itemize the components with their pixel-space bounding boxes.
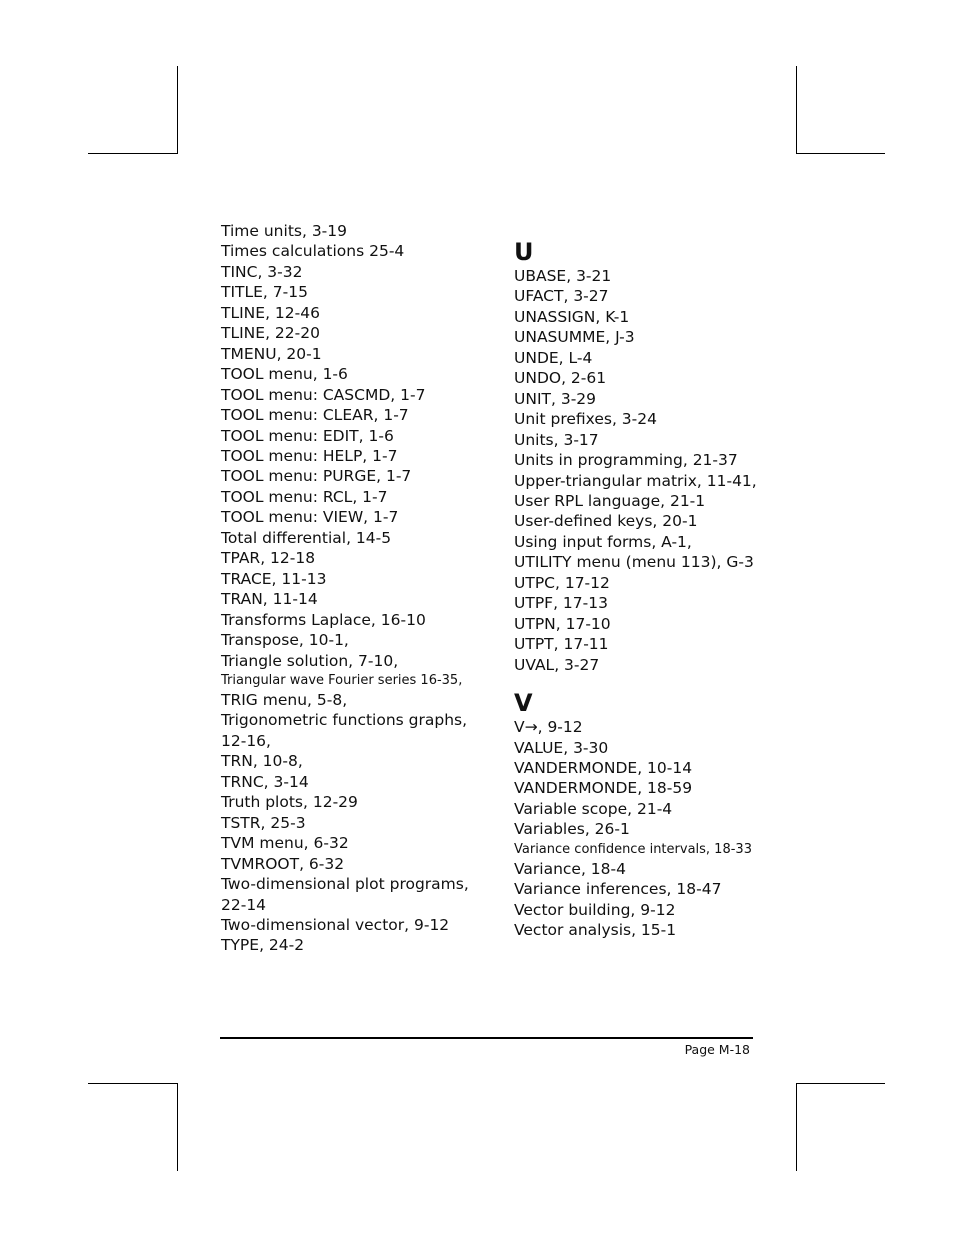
section-letter-v: V bbox=[514, 689, 533, 718]
index-entry: TRACE, 11-13 bbox=[221, 569, 327, 588]
index-entry: UTPF, 17-13 bbox=[514, 594, 608, 613]
index-entry: TINC, 3-32 bbox=[221, 262, 303, 281]
index-entry: Upper-triangular matrix, 11-41, bbox=[514, 471, 757, 490]
index-entry: 12-16, bbox=[221, 731, 271, 750]
index-entry: Transpose, 10-1, bbox=[221, 631, 349, 650]
index-entry: TVM menu, 6-32 bbox=[221, 834, 349, 853]
index-entry: TSTR, 25-3 bbox=[221, 813, 306, 832]
index-entry: UFACT, 3-27 bbox=[514, 287, 609, 306]
index-entry: TYPE, 24-2 bbox=[221, 936, 305, 955]
index-entry: TOOL menu: CLEAR, 1-7 bbox=[221, 406, 409, 425]
index-entry: Truth plots, 12-29 bbox=[221, 793, 358, 812]
index-entry: UBASE, 3-21 bbox=[514, 267, 612, 285]
index-entry: Units, 3-17 bbox=[514, 430, 599, 449]
index-entry: TOOL menu: EDIT, 1-6 bbox=[221, 426, 394, 445]
index-entry: Triangle solution, 7-10, bbox=[221, 651, 399, 670]
index-entry: TOOL menu: PURGE, 1-7 bbox=[221, 467, 412, 486]
crop-mark-top-left-horizontal bbox=[88, 153, 177, 154]
index-entry: VANDERMONDE, 18-59 bbox=[514, 779, 693, 798]
index-entry: TRAN, 11-14 bbox=[221, 590, 318, 609]
index-entry: Triangular wave Fourier series 16-35, bbox=[221, 672, 463, 688]
index-entry: Total differential, 14-5 bbox=[221, 528, 392, 547]
index-entry: Variance confidence intervals, 18-33 bbox=[514, 841, 752, 857]
index-column-left bbox=[221, 221, 481, 956]
index-entry: Units in programming, 21-37 bbox=[514, 451, 738, 470]
index-entry: Using input forms, A-1, bbox=[514, 532, 692, 551]
index-entry: Two-dimensional vector, 9-12 bbox=[221, 915, 450, 934]
index-entry: Variables, 26-1 bbox=[514, 820, 630, 839]
index-entry: Unit prefixes, 3-24 bbox=[514, 410, 657, 429]
section-letter-u: U bbox=[514, 238, 534, 266]
index-entry: V→, 9-12 bbox=[514, 718, 583, 737]
index-entry: TMENU, 20-1 bbox=[221, 344, 322, 363]
index-entry: UNASUMME, J-3 bbox=[514, 328, 635, 347]
index-entry: TVMROOT, 6-32 bbox=[221, 854, 345, 873]
index-entry: TOOL menu: RCL, 1-7 bbox=[221, 487, 388, 506]
crop-mark-top-right-vertical bbox=[796, 66, 797, 154]
index-column-right bbox=[514, 221, 774, 941]
index-entry: VANDERMONDE, 10-14 bbox=[514, 758, 693, 777]
index-entry: TOOL menu: VIEW, 1-7 bbox=[221, 508, 399, 527]
index-entry: UNDO, 2-61 bbox=[514, 369, 607, 388]
index-entry: Two-dimensional plot programs, bbox=[221, 875, 469, 894]
index-entry: UNIT, 3-29 bbox=[514, 389, 597, 408]
crop-mark-bottom-left-vertical bbox=[177, 1083, 178, 1171]
index-entry: TOOL menu: HELP, 1-7 bbox=[221, 446, 398, 465]
index-entry: TOOL menu: CASCMD, 1-7 bbox=[221, 385, 426, 404]
index-entry: TRNC, 3-14 bbox=[221, 772, 309, 791]
index-entry: UTPC, 17-12 bbox=[514, 573, 610, 592]
index-entry: TITLE, 7-15 bbox=[221, 283, 308, 302]
index-entry: TOOL menu, 1-6 bbox=[221, 365, 348, 384]
index-entry: UTPT, 17-11 bbox=[514, 635, 609, 654]
index-entry: Times calculations 25-4 bbox=[221, 242, 405, 261]
page-number: Page M-18 bbox=[684, 1042, 750, 1057]
index-entry: UVAL, 3-27 bbox=[514, 655, 600, 674]
footer-rule bbox=[220, 1037, 753, 1039]
index-entry: TLINE, 12-46 bbox=[221, 303, 320, 322]
index-entry: User-defined keys, 20-1 bbox=[514, 512, 698, 531]
index-entry: Transforms Laplace, 16-10 bbox=[221, 610, 426, 629]
index-entry: Variable scope, 21-4 bbox=[514, 799, 673, 818]
index-entry: UNASSIGN, K-1 bbox=[514, 307, 630, 326]
index-entry: Vector analysis, 15-1 bbox=[514, 921, 677, 940]
index-entry: Vector building, 9-12 bbox=[514, 900, 676, 919]
index-entry: Variance, 18-4 bbox=[514, 859, 626, 878]
index-entry: TRN, 10-8, bbox=[221, 752, 303, 771]
index-entry: TLINE, 22-20 bbox=[221, 324, 320, 343]
index-entry: VALUE, 3-30 bbox=[514, 738, 609, 757]
crop-mark-bottom-left-horizontal bbox=[88, 1083, 177, 1084]
index-entry: User RPL language, 21-1 bbox=[514, 491, 706, 510]
crop-mark-top-right-horizontal bbox=[796, 153, 885, 154]
crop-mark-bottom-right-vertical bbox=[796, 1083, 797, 1171]
index-entry: TRIG menu, 5-8, bbox=[221, 690, 348, 709]
index-entry: UNDE, L-4 bbox=[514, 348, 593, 367]
index-entry: TPAR, 12-18 bbox=[221, 549, 316, 568]
index-entry: UTPN, 17-10 bbox=[514, 614, 611, 633]
index-entry: 22-14 bbox=[221, 895, 267, 914]
crop-mark-top-left-vertical bbox=[177, 66, 178, 154]
index-entry: Variance inferences, 18-47 bbox=[514, 880, 722, 899]
crop-mark-bottom-right-horizontal bbox=[796, 1083, 885, 1084]
index-entry: Trigonometric functions graphs, bbox=[221, 711, 468, 730]
index-entry: UTILITY menu (menu 113), G-3 bbox=[514, 553, 754, 572]
index-entry: Time units, 3-19 bbox=[221, 222, 347, 240]
